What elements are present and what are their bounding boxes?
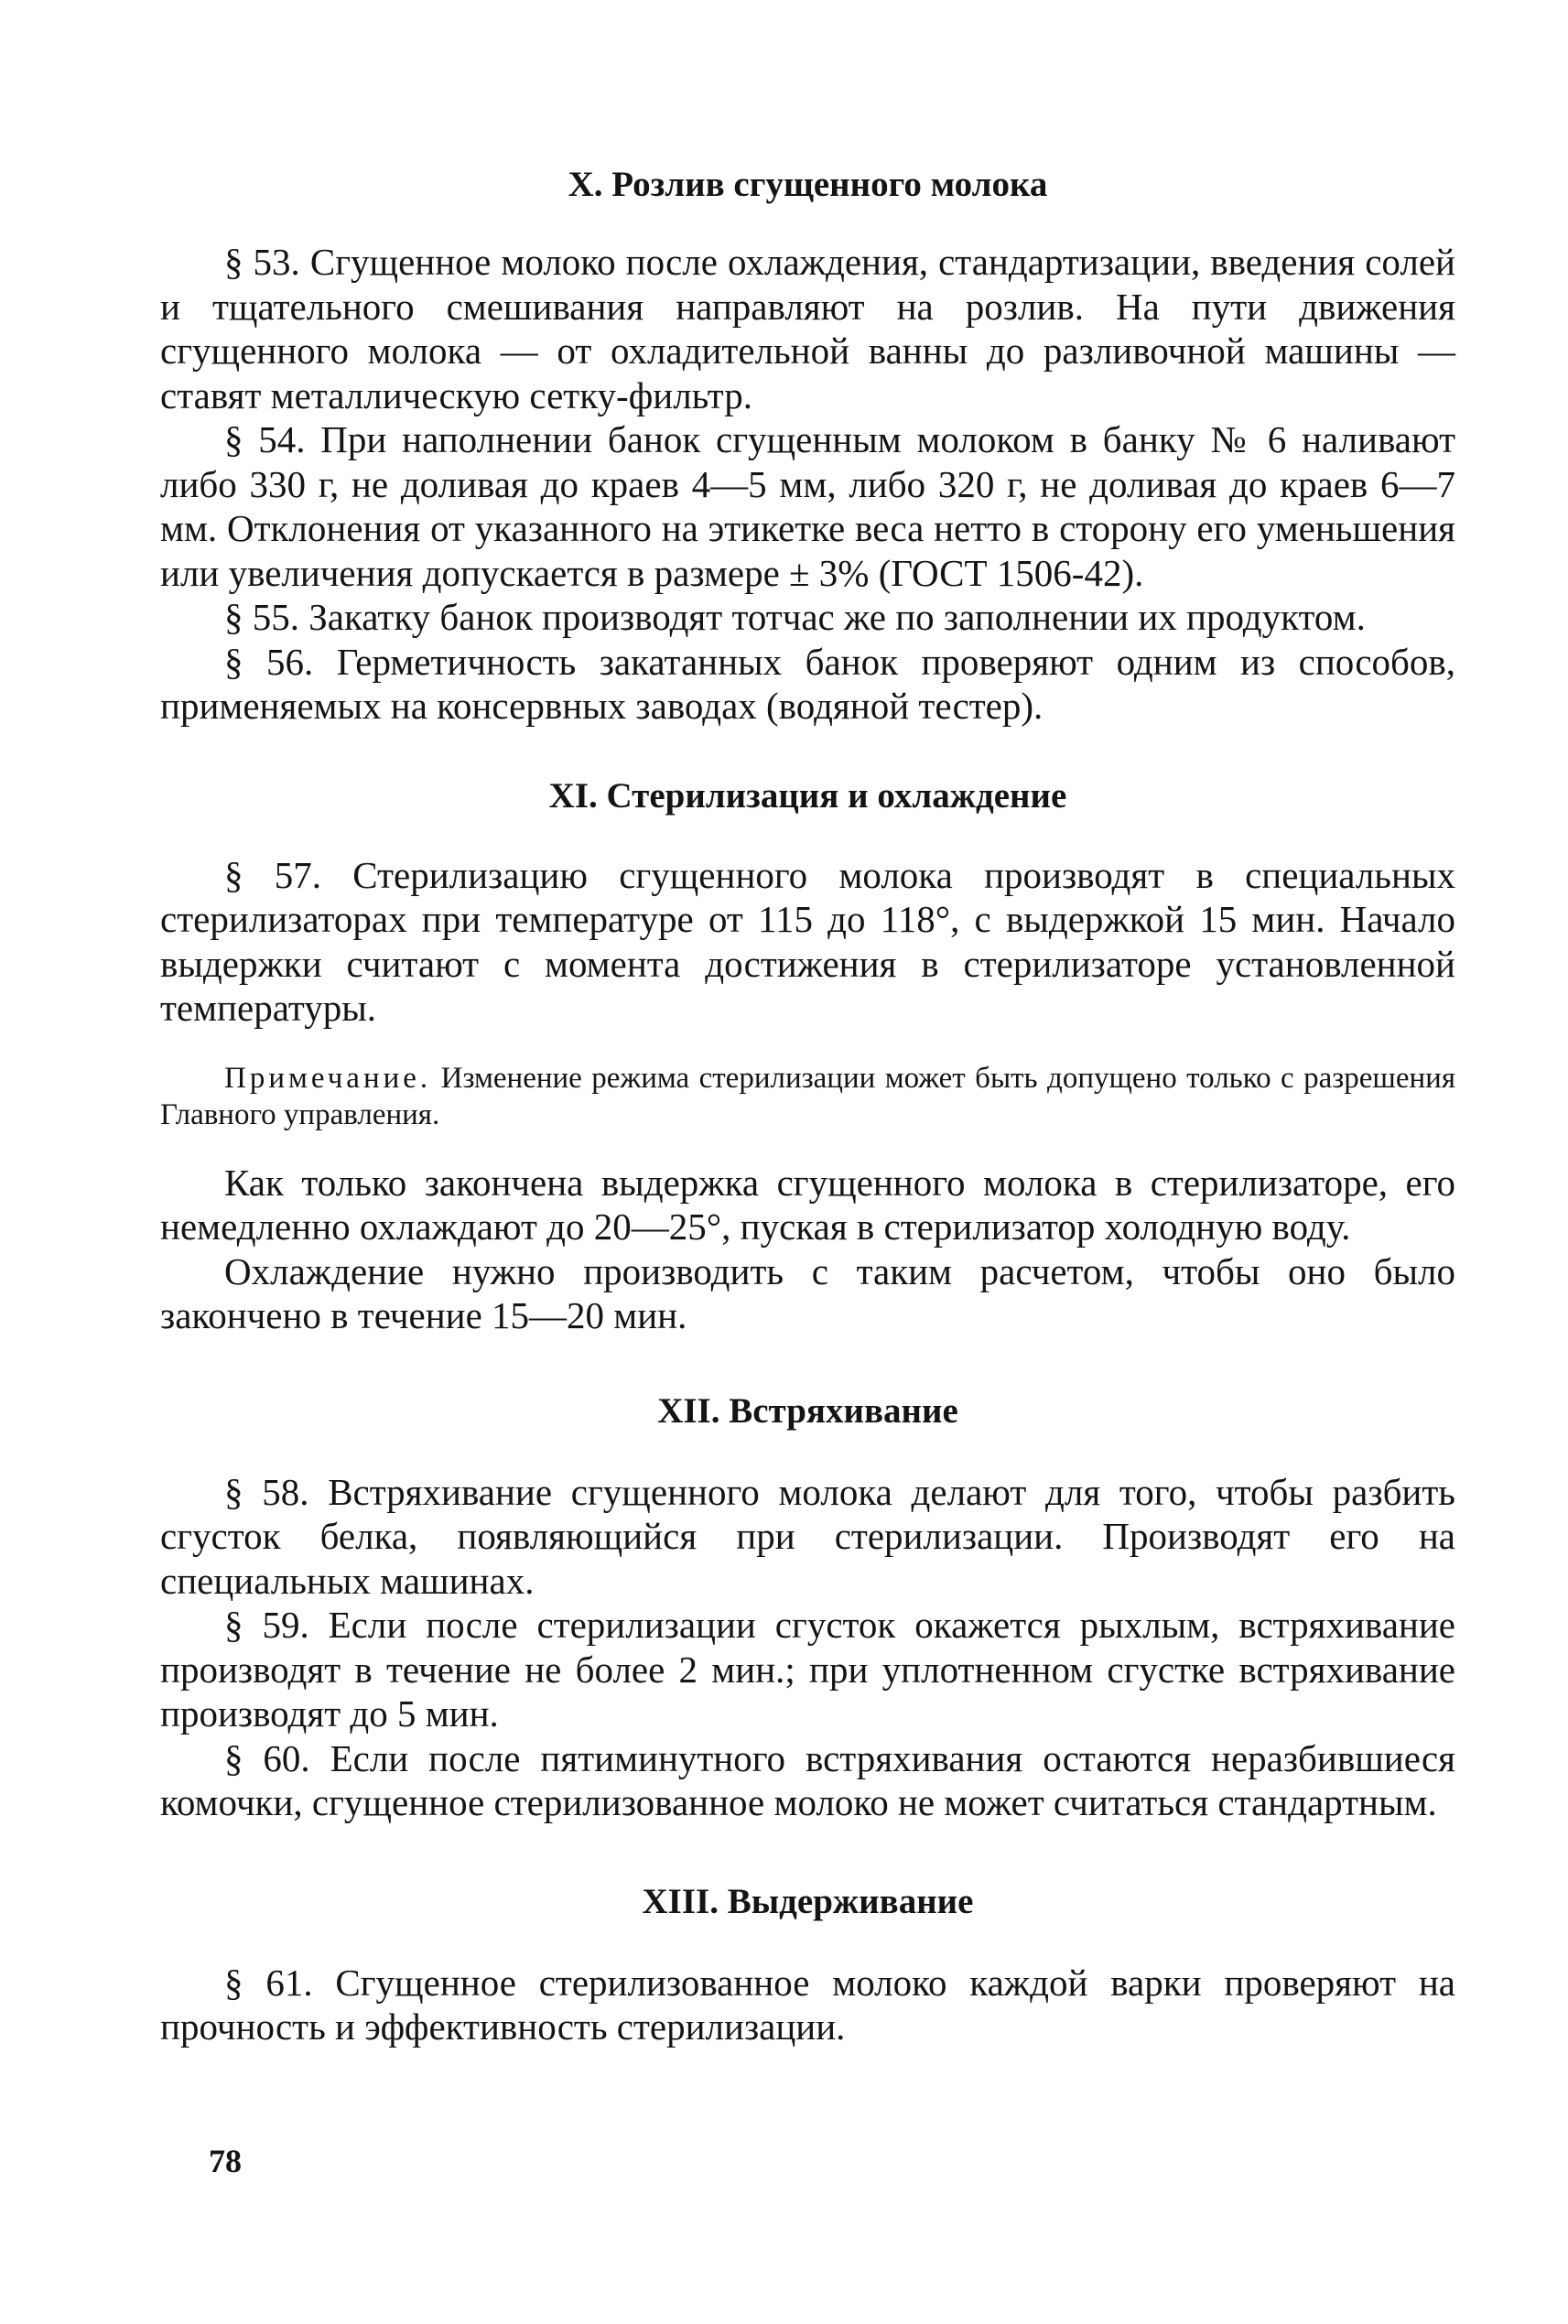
section-heading-xi: XI. Стерилизация и охлаждение xyxy=(548,775,1067,816)
paragraph-60: § 60. Если после пятиминутного встряхивания остаются неразбившиеся комочки, сгущенное стерилизованное молоко не может считаться стандартным. xyxy=(160,1736,1455,1823)
paragraph-53: § 53. Сгущенное молоко после охлаждения, стандартизации, введения солей и тщательного смешивания направляют на розлив. На пути движения сгущенного молока — от охладительной ванны до разливочной машины — ставят металлическую сетку-фильтр. xyxy=(160,241,1455,416)
paragraph-cooling-1: Как только закончена выдержка сгущенного молока в стерилизаторе, его немедленно охлаждают до 20—25°, пуская в стерилизатор холодную воду. xyxy=(160,1161,1455,1248)
page-number: 78 xyxy=(209,2143,242,2179)
paragraph-59: § 59. Если после стерилизации сгусток окажется рыхлым, встряхивание производят в течение не более 2 мин.; при уплотненном сгустке встряхивание производят до 5 мин. xyxy=(160,1604,1455,1735)
section-heading-xiii: XIII. Выдерживание xyxy=(642,1881,974,1921)
paragraph-58: § 58. Встряхивание сгущенного молока делают для того, чтобы разбить сгусток белка, появляющийся при стерилизации. Производят его на специальных машинах. xyxy=(160,1470,1455,1602)
section-heading-xii: XII. Встряхивание xyxy=(657,1390,958,1431)
note-label: Примечание. xyxy=(224,1061,432,1095)
paragraph-54: § 54. При наполнении банок сгущенным молоком в банку № 6 наливают либо 330 г, не доливая до краев 4—5 мм, либо 320 г, не доливая до краев 6—7 мм. Отклонения от указанного на этикетке веса нетто в сторону его уменьшения или увеличения допускается в размере ± 3% (ГОСТ 1506-42). xyxy=(160,418,1455,594)
paragraph-57: § 57. Стерилизацию сгущенного молока производят в специальных стерилизаторах при температуре от 115 до 118°, с выдержкой 15 мин. Начало выдержки считают с момента достижения в стерилизаторе установленной температуры. xyxy=(160,853,1455,1029)
paragraph-61: § 61. Сгущенное стерилизованное молоко каждой варки проверяют на прочность и эффективность стерилизации. xyxy=(160,1961,1455,2048)
section-heading-x: X. Розлив сгущенного молока xyxy=(568,165,1048,204)
note xyxy=(160,1060,1455,1133)
paragraph-56: § 56. Герметичность закатанных банок проверяют одним из способов, применяемых на консервных заводах (водяной тестер). xyxy=(160,640,1455,727)
paragraph-cooling-2: Охлаждение нужно производить с таким расчетом, чтобы оно было закончено в течение 15—20 мин. xyxy=(160,1249,1455,1336)
note-text: Изменение режима стерилизации может быть допущено только с разрешения Главного управления. xyxy=(160,1061,1455,1131)
page-content xyxy=(160,163,1455,2049)
paragraph-55: § 55. Закатку банок производят тотчас же по заполнении их продуктом. xyxy=(224,596,1366,638)
